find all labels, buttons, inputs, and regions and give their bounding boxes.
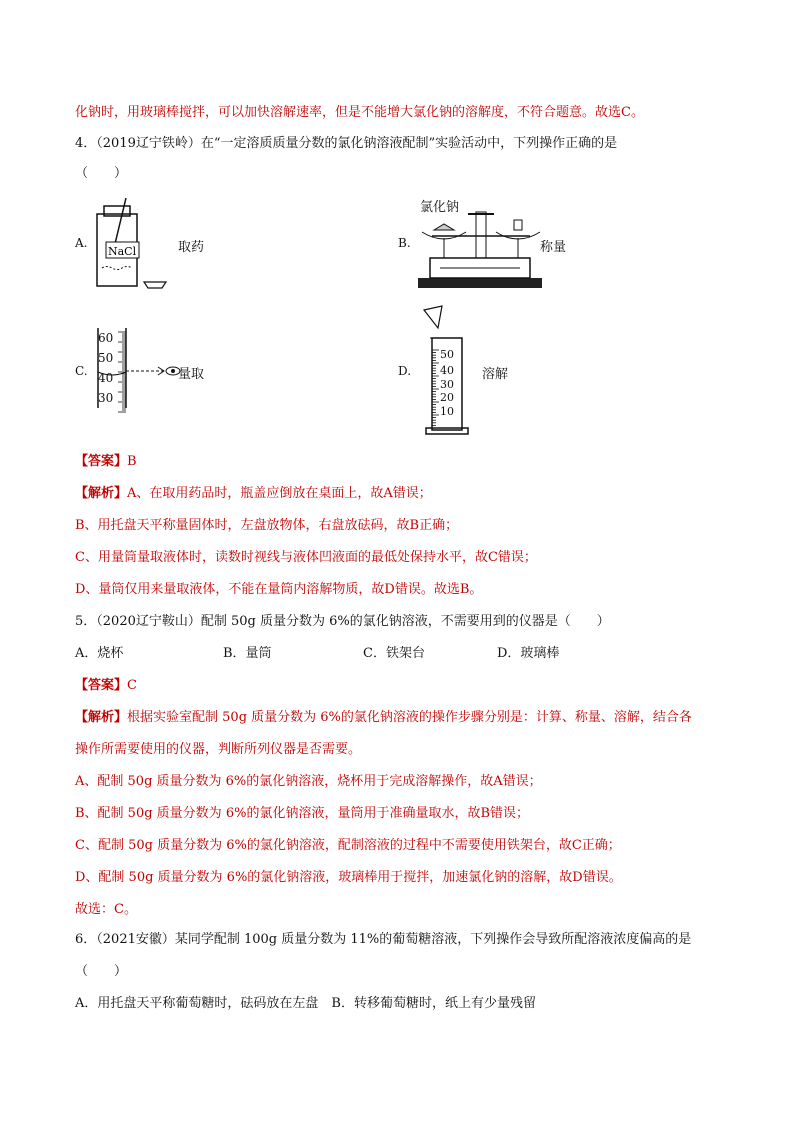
- option-c-caption: 量取: [178, 367, 205, 382]
- continuation-text: 化钠时，用玻璃棒搅拌，可以加快溶解速率，但是不能增大氯化钠的溶解度，不符合题意。故选C。: [75, 105, 644, 120]
- question-6-blank: （ ）: [75, 964, 128, 979]
- q4-explanation-a: [75, 486, 432, 502]
- q5-explanation-c: C、配制 50g 质量分数为 6%的氯化钠溶液，配制溶液的过程中不需要使用铁架台，故C正确；: [75, 838, 621, 853]
- answer-tag: 【答案】: [75, 678, 128, 693]
- q4-explanation-b: B、用托盘天平称量固体时，左盘放物体，右盘放砝码，故B正确；: [75, 518, 459, 533]
- answer-value: B: [127, 454, 137, 469]
- q5-explanation-1: [75, 710, 692, 726]
- explanation-tag: 【解析】: [75, 710, 128, 725]
- q5-option-a: A．烧杯: [75, 646, 124, 661]
- option-d-label: D.: [398, 364, 412, 378]
- explanation-text: A、在取用药品时，瓶盖应倒放在桌面上，故A错误；: [127, 486, 432, 501]
- option-b-label: B.: [398, 236, 411, 250]
- q4-answer: [75, 454, 137, 470]
- q4-explanation-c: C、用量筒量取液体时，读数时视线与液体凹液面的最低处保持水平，故C错误；: [75, 550, 537, 565]
- q5-explanation-d: D、配制 50g 质量分数为 6%的氯化钠溶液，玻璃棒用于搅拌，加速氯化钠的溶解，故D错误。: [75, 870, 622, 885]
- question-4-stem: 4．（2019辽宁铁岭）在“一定溶质质量分数的氯化钠溶液配制”实验活动中，下列操作正确的是: [75, 136, 618, 151]
- option-c-label: C.: [75, 364, 88, 378]
- d-tick-50: 50: [440, 348, 454, 361]
- balance-top-label: 氯化钠: [420, 200, 460, 215]
- d-tick-20: 20: [440, 391, 454, 404]
- question-5-stem: 5．（2020辽宁鞍山）配制 50g 质量分数为 6%的氯化钠溶液，不需要用到的仪器是（ ）: [75, 614, 610, 629]
- c-tick-40: 40: [98, 371, 114, 385]
- explanation-tag: 【解析】: [75, 486, 128, 501]
- d-tick-10: 10: [440, 405, 454, 418]
- option-d-caption: 溶解: [482, 367, 509, 382]
- q5-option-d: D．玻璃棒: [497, 646, 560, 661]
- q5-option-b: B．量筒: [223, 646, 272, 661]
- option-a-caption: 取药: [178, 240, 205, 255]
- c-tick-50: 50: [98, 351, 114, 365]
- answer-value: C: [127, 678, 137, 693]
- option-b-caption: 称量: [540, 240, 567, 255]
- q5-explanation-b: B、配制 50g 质量分数为 6%的氯化钠溶液，量筒用于准确量取水，故B错误；: [75, 806, 529, 821]
- question-4-blank: （ ）: [75, 166, 128, 181]
- q4-explanation-d: D、量筒仅用来量取液体，不能在量筒内溶解物质，故D错误。故选B。: [75, 582, 483, 597]
- explanation-text: 根据实验室配制 50g 质量分数为 6%的氯化钠溶液的操作步骤分别是：计算、称量、溶解，结合各: [127, 710, 692, 725]
- c-tick-60: 60: [98, 331, 114, 345]
- d-tick-40: 40: [440, 364, 454, 377]
- q5-explanation-a: A、配制 50g 质量分数为 6%的氯化钠溶液，烧杯用于完成溶解操作，故A错误；: [75, 774, 542, 789]
- q5-explanation-2: 操作所需要使用的仪器，判断所列仪器是否需要。: [75, 742, 362, 757]
- c-tick-30: 30: [98, 391, 114, 405]
- answer-tag: 【答案】: [75, 454, 128, 469]
- balance-figure: [418, 212, 548, 292]
- d-tick-30: 30: [440, 378, 454, 391]
- q5-option-c: C．铁架台: [363, 646, 425, 661]
- option-a-label: A.: [75, 236, 88, 250]
- q5-conclusion: 故选：C。: [75, 902, 137, 917]
- q5-answer: [75, 678, 137, 694]
- question-6-stem: 6．（2021安徽）某同学配制 100g 质量分数为 11%的葡萄糖溶液，下列操作会导致所配溶液浓度偏高的是: [75, 932, 692, 947]
- reagent-bottle-figure: [92, 196, 172, 292]
- bottle-label: NaCl: [108, 245, 137, 258]
- question-6-options: A．用托盘天平称葡萄糖时，砝码放在左盘 B．转移葡萄糖时，纸上有少量残留: [75, 996, 536, 1011]
